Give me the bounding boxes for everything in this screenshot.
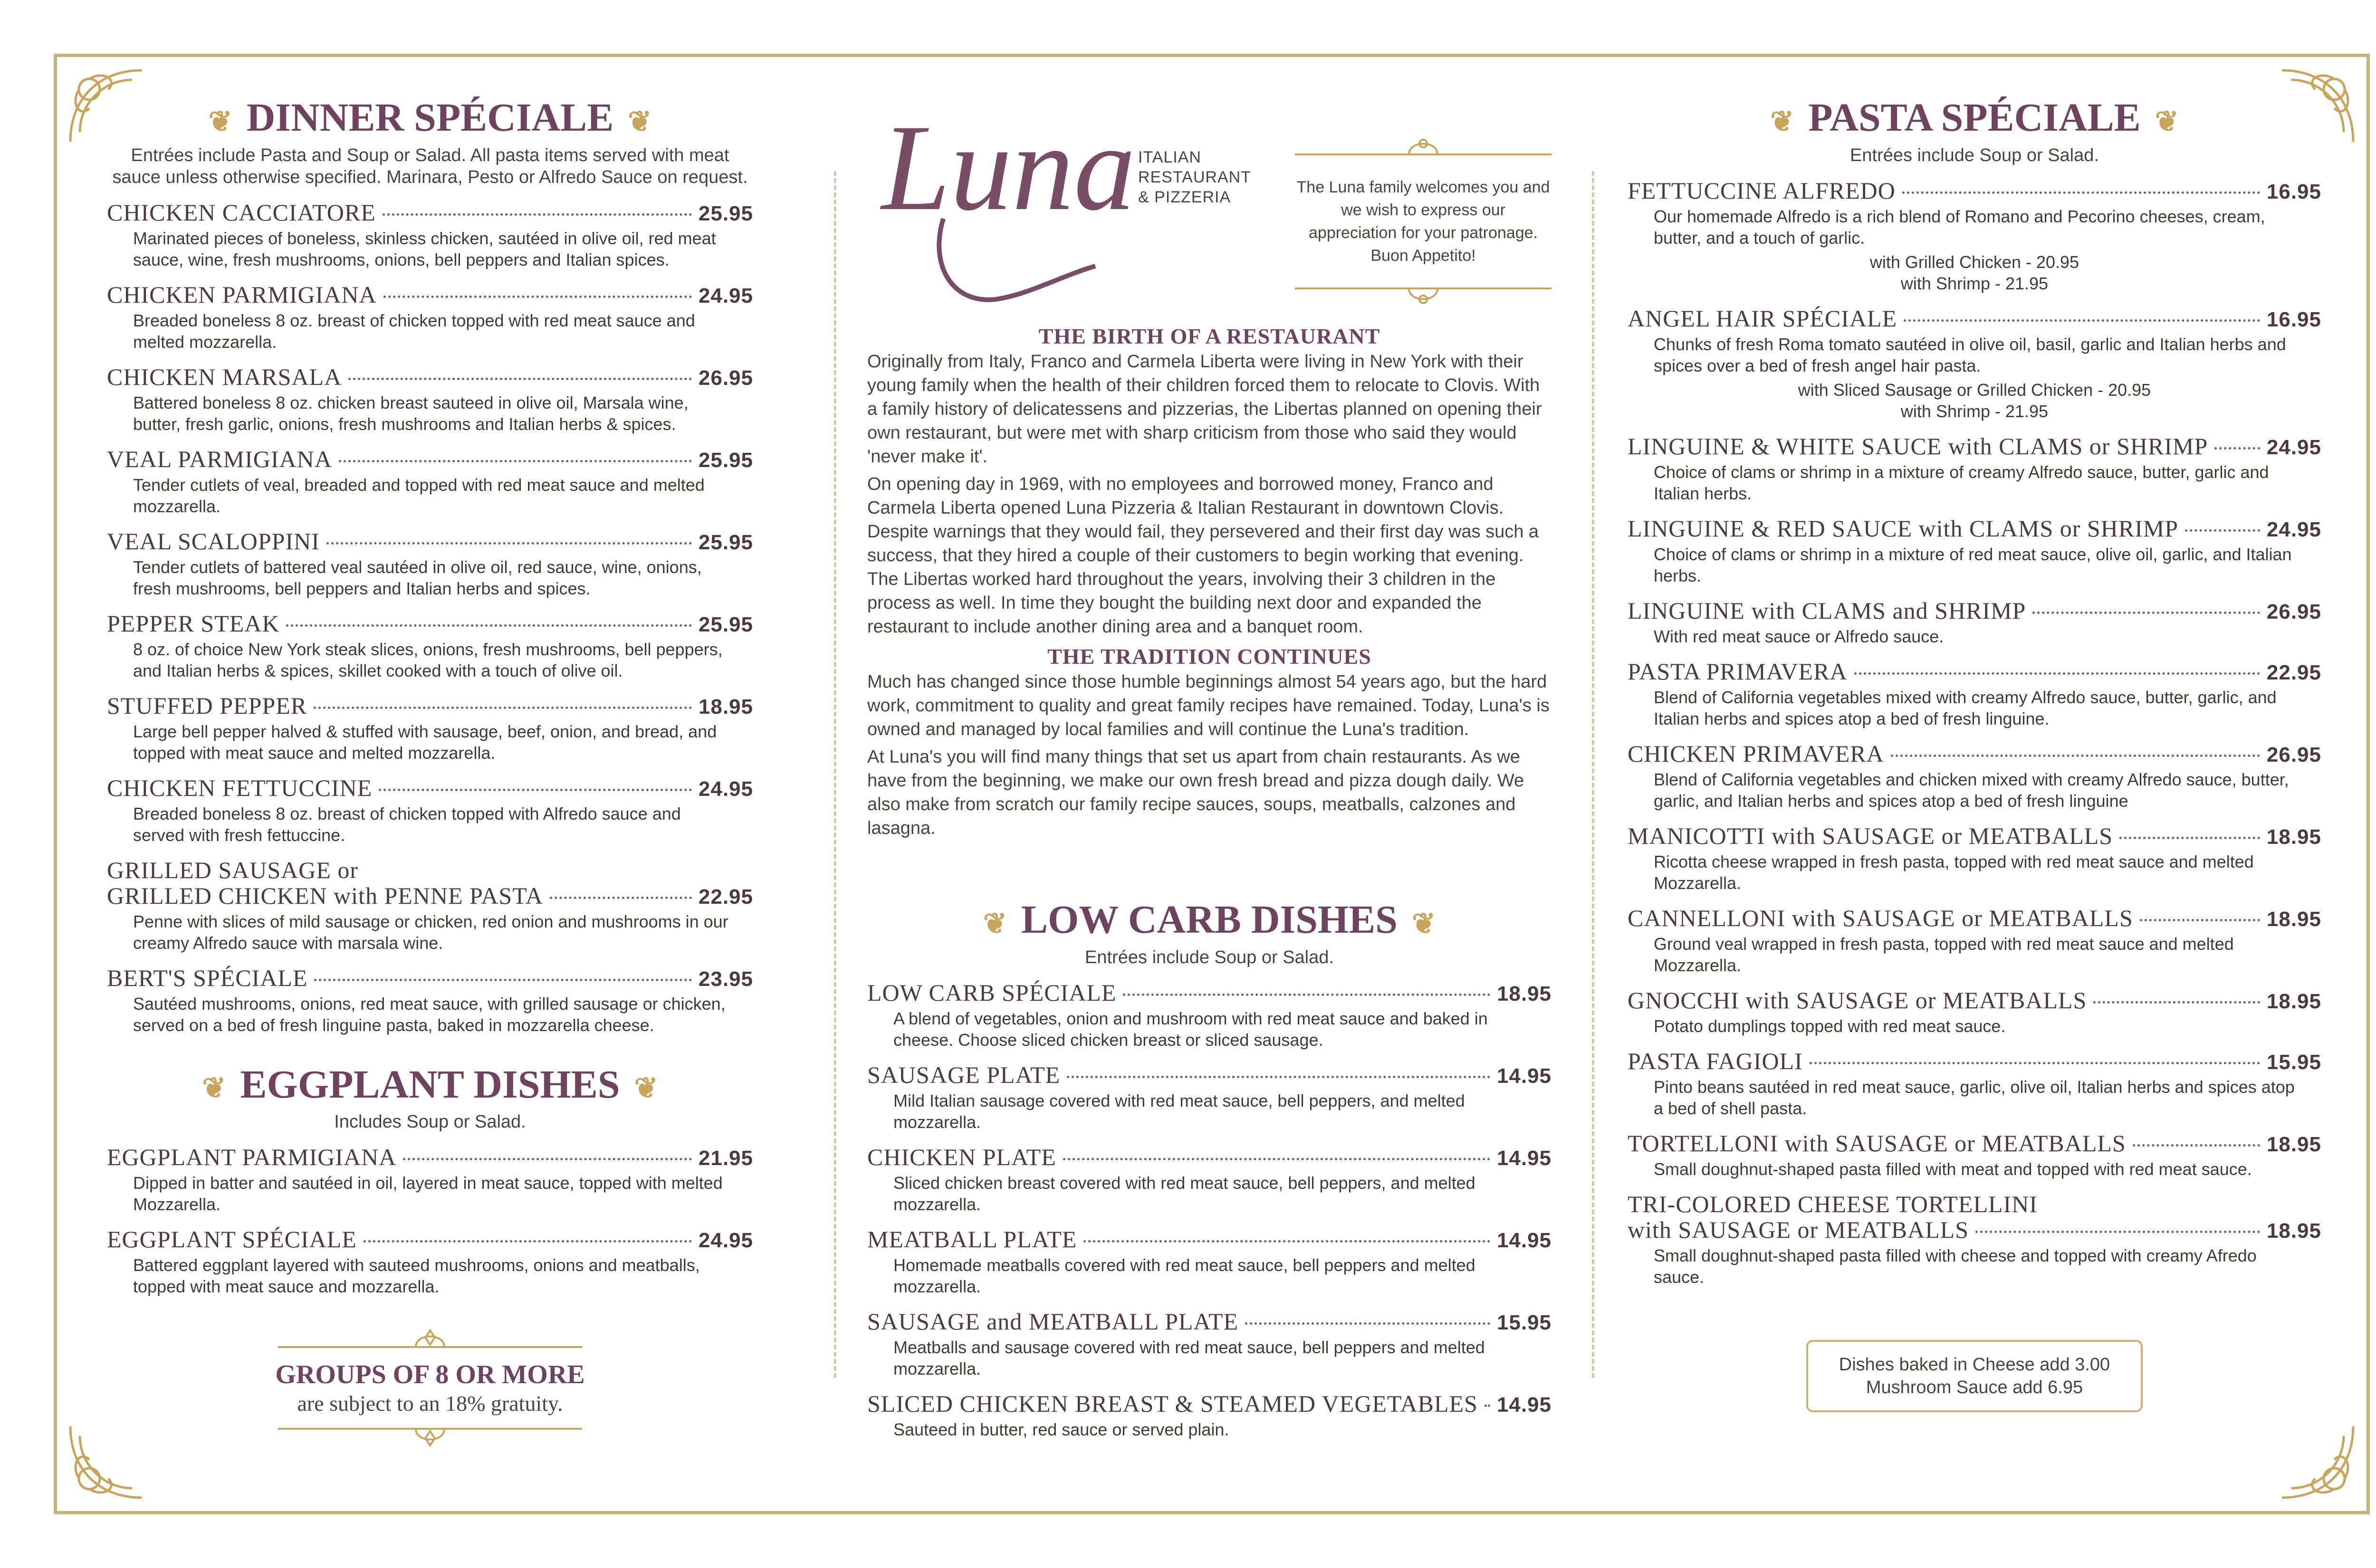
item-description: Blend of California vegetables mixed with creamy Alfredo sauce, butter, garlic, and Italian herbs and spices atop a bed of fresh linguine. <box>1654 687 2277 728</box>
item-option: with Sliced Sausage or Grilled Chicken - 20.95 <box>1798 380 2151 400</box>
menu-item <box>1628 515 2321 586</box>
menu-item <box>1628 822 2321 894</box>
item-price: 18.95 <box>698 695 753 718</box>
menu-item <box>1628 432 2321 504</box>
item-price: 14.95 <box>1496 1146 1552 1170</box>
item-price: 18.95 <box>2266 1132 2321 1156</box>
item-description: Large bell pepper halved & stuffed with sausage, beef, onion, and bread, and topped with meat sauce and melted mozzarella. <box>133 721 717 763</box>
column-divider <box>1592 171 1594 1378</box>
flourish-icon: ❦ <box>202 1072 226 1104</box>
groups-notice <box>107 1326 753 1450</box>
item-price: 18.95 <box>2266 825 2321 849</box>
item-name: MANICOTTI with SAUSAGE or MEATBALLS <box>1628 822 2113 849</box>
item-price: 15.95 <box>1496 1310 1552 1334</box>
item-price: 25.95 <box>698 448 753 472</box>
leader-dots <box>339 460 692 462</box>
ornament-divider <box>1295 133 1552 162</box>
menu-item <box>867 1308 1552 1379</box>
menu-item <box>1628 986 2321 1037</box>
menu-item <box>107 692 753 764</box>
item-price: 22.95 <box>2266 660 2321 684</box>
item-name: STUFFED PEPPER <box>107 692 307 719</box>
story-heading: THE TRADITION CONTINUES <box>1047 644 1371 669</box>
item-price: 24.95 <box>2266 435 2321 459</box>
item-price: 18.95 <box>2266 989 2321 1013</box>
dinner-title-text: DINNER SPÉCIALE <box>246 96 614 140</box>
item-price: 14.95 <box>1496 1228 1552 1252</box>
item-description: Sautéed mushrooms, onions, red meat sauce, with grilled sausage or chicken, served on a bed of fresh linguine pasta, baked in mozzarella cheese. <box>133 994 726 1035</box>
leader-dots <box>2119 837 2260 839</box>
menu-item <box>107 774 753 846</box>
leader-dots <box>550 897 692 899</box>
menu-item <box>107 1225 753 1297</box>
item-price: 25.95 <box>698 612 753 636</box>
story-paragraph: Much has changed since those humble beginnings almost 54 years ago, but the hard work, commitment to quality and great family recipes have remained. Today, Luna's is owned and managed by local families and will continue the Luna's tradition. <box>867 672 1550 739</box>
leader-dots <box>2185 529 2260 532</box>
item-name: LOW CARB SPÉCIALE <box>867 979 1117 1006</box>
leader-dots <box>1123 994 1490 996</box>
item-price: 21.95 <box>698 1147 753 1170</box>
logo-sub-line: & PIZZERIA <box>1138 188 1231 206</box>
flourish-icon: ❦ <box>628 105 652 137</box>
item-description: Choice of clams or shrimp in a mixture of creamy Alfredo sauce, butter, garlic and Italian herbs. <box>1654 462 2269 503</box>
addon-line: Mushroom Sauce add 6.95 <box>1866 1377 2083 1397</box>
flourish-icon: ❦ <box>983 908 1007 939</box>
leader-dots <box>348 378 692 380</box>
item-name: CANNELLONI with SAUSAGE or MEATBALLS <box>1628 904 2133 931</box>
item-name: SLICED CHICKEN BREAST & STEAMED VEGETABLES <box>867 1390 1478 1417</box>
item-price: 24.95 <box>698 777 753 801</box>
menu-item <box>1628 1190 2321 1288</box>
leader-dots <box>1083 1240 1490 1243</box>
leader-dots <box>1975 1231 2260 1233</box>
leader-dots <box>314 979 691 981</box>
menu-item <box>1628 597 2321 647</box>
leader-dots <box>379 789 692 791</box>
menu-item <box>867 1390 1552 1440</box>
item-name: PASTA FAGIOLI <box>1628 1047 1803 1074</box>
welcome-box <box>1295 133 1552 310</box>
story-paragraph: At Luna's you will find many things that set us apart from chain restaurants. As we have from the beginning, we make our own fresh bread and pizza dough daily. We also make from scratch our family recipe sauces, soups, meatballs, calzones and lasagna. <box>867 747 1524 838</box>
item-description: A blend of vegetables, onion and mushroom with red meat sauce and baked in cheese. Choose sliced chicken breast or sliced sausage. <box>893 1008 1488 1050</box>
item-description: Small doughnut-shaped pasta filled with cheese and topped with creamy Afredo sauce. <box>1654 1245 2257 1287</box>
leader-dots <box>1891 755 2260 757</box>
item-description: Potato dumplings topped with red meat sauce. <box>1654 1016 2006 1036</box>
item-name-line1: GRILLED SAUSAGE or <box>107 856 359 883</box>
item-description: Small doughnut-shaped pasta filled with meat and topped with red meat sauce. <box>1654 1159 2252 1179</box>
item-description: Ground veal wrapped in fresh pasta, topped with red meat sauce and melted Mozzarella. <box>1654 934 2234 975</box>
eggplant-items <box>107 1143 753 1297</box>
item-price: 15.95 <box>2266 1050 2321 1074</box>
item-price: 14.95 <box>1496 1064 1552 1088</box>
leader-dots <box>1854 672 2260 675</box>
menu-item <box>107 445 753 517</box>
item-description: Penne with slices of mild sausage or chicken, red onion and mushrooms in our creamy Alfredo sauce with marsala wine. <box>133 911 728 953</box>
groups-title: GROUPS OF 8 OR MORE <box>275 1360 585 1390</box>
item-name: EGGPLANT SPÉCIALE <box>107 1226 357 1253</box>
item-name: CHICKEN PARMIGIANA <box>107 281 377 308</box>
item-name: LINGUINE with CLAMS and SHRIMP <box>1628 597 2026 624</box>
left-column <box>107 95 753 1450</box>
leader-dots <box>2093 1001 2260 1004</box>
menu-item <box>1628 1047 2321 1119</box>
item-option: with Grilled Chicken - 20.95 <box>1869 252 2079 272</box>
dinner-items <box>107 199 753 846</box>
item-name: PEPPER STEAK <box>107 610 280 637</box>
addon-line: Dishes baked in Cheese add 3.00 <box>1839 1354 2110 1375</box>
leader-dots <box>1485 1405 1490 1407</box>
leader-dots <box>2140 919 2260 921</box>
menu-item <box>107 199 753 270</box>
item-description: Tender cutlets of battered veal sautéed in olive oil, red sauce, wine, onions, fresh mushrooms, bell peppers and Italian herbs and spices. <box>133 557 702 598</box>
item-name: VEAL SCALOPPINI <box>107 527 320 555</box>
leader-dots <box>2032 612 2260 614</box>
item-price: 26.95 <box>2266 743 2321 766</box>
item-description: Chunks of fresh Roma tomato sautéed in olive oil, basil, garlic and Italian herbs and spices over a bed of fresh angel hair pasta. <box>1654 334 2286 375</box>
item-option: with Shrimp - 21.95 <box>1900 273 2049 293</box>
item-name: CHICKEN MARSALA <box>107 363 342 390</box>
item-description: Meatballs and sausage covered with red meat sauce, bell peppers and melted mozzarella. <box>893 1337 1485 1378</box>
item-name: LINGUINE & RED SAUCE with CLAMS or SHRIMP <box>1628 515 2179 542</box>
item-name: TORTELLONI with SAUSAGE or MEATBALLS <box>1628 1129 2126 1157</box>
item-description: Sliced chicken breast covered with red meat sauce, bell peppers, and melted mozzarella. <box>893 1173 1475 1214</box>
item-price: 25.95 <box>698 530 753 554</box>
menu-item <box>107 610 753 681</box>
logo-wordmark: Luna <box>881 99 1136 236</box>
menu-item <box>1628 740 2321 812</box>
item-description: Marinated pieces of boneless, skinless chicken, sautéed in olive oil, red meat sauce, wine, fresh mushrooms, onions, bell peppers and Italian spices. <box>133 228 716 269</box>
item-price: 18.95 <box>2266 907 2321 931</box>
leader-dots <box>314 707 692 709</box>
ornament-divider <box>1295 281 1552 310</box>
item-name: CHICKEN PLATE <box>867 1143 1056 1170</box>
menu-item <box>867 1143 1552 1215</box>
item-price: 14.95 <box>1496 1393 1552 1416</box>
dinner-subtitle: Entrées include Pasta and Soup or Salad. All pasta items served with meat sauce unless otherwise specified. Marinara, Pesto or Alfredo Sauce on request. <box>112 145 748 187</box>
item-description: 8 oz. of choice New York steak slices, onions, fresh mushrooms, bell peppers, and Italian herbs & spices, skillet cooked with a touch of olive oil. <box>133 639 723 680</box>
item-price: 26.95 <box>2266 600 2321 623</box>
groups-subtitle: are subject to an 18% gratuity. <box>297 1391 563 1416</box>
item-price: 25.95 <box>698 201 753 225</box>
item-name: EGGPLANT PARMIGIANA <box>107 1144 397 1171</box>
leader-dots <box>2214 447 2260 449</box>
item-description: Breaded boneless 8 oz. breast of chicken topped with Alfredo sauce and served with fresh fettuccine. <box>133 803 681 845</box>
item-name: ANGEL HAIR SPÉCIALE <box>1628 305 1897 332</box>
pasta-items <box>1628 432 2321 1180</box>
pasta-subtitle: Entrées include Soup or Salad. <box>1850 145 2099 165</box>
dinner-title <box>107 95 753 144</box>
item-description: Choice of clams or shrimp in a mixture of red meat sauce, olive oil, garlic, and Italian herbs. <box>1654 544 2292 585</box>
right-column <box>1628 95 2321 1412</box>
item-description: Battered boneless 8 oz. chicken breast sauteed in olive oil, Marsala wine, butter, fresh garlic, onions, fresh mushrooms and Italian herbs & spices. <box>133 392 689 434</box>
menu-item <box>107 856 753 954</box>
luna-logo <box>872 95 1138 323</box>
item-description: Mild Italian sausage covered with red meat sauce, bell peppers, and melted mozzarella. <box>893 1090 1465 1132</box>
menu-item <box>1628 904 2321 976</box>
item-name: GNOCCHI with SAUSAGE or MEATBALLS <box>1628 986 2087 1013</box>
item-price: 24.95 <box>698 1229 753 1252</box>
leader-dots <box>286 624 691 627</box>
logo-sub-line: ITALIAN <box>1138 148 1201 166</box>
story-paragraph: On opening day in 1969, with no employees and borrowed money, Franco and Carmela Liberta opened Luna Pizzeria & Italian Restaurant in downtown Clovis. Despite warnings that they would fail, they persevered and their first day was such a success, that they hired a couple of their customers to begin working that evening. The Libertas worked hard throughout the years, involving their 3 children in the process as well. In time they bought the building next door and expanded the restaurant to include another dining area and a banquet room. <box>867 474 1539 637</box>
item-price: 26.95 <box>698 366 753 390</box>
item-description: Ricotta cheese wrapped in fresh pasta, topped with red meat sauce and melted Mozzarella. <box>1654 851 2254 893</box>
menu-item <box>107 1143 753 1215</box>
item-name: MEATBALL PLATE <box>867 1225 1077 1252</box>
item-name: SAUSAGE PLATE <box>867 1061 1061 1088</box>
item-option: with Shrimp - 21.95 <box>1900 401 2049 421</box>
eggplant-title-text: EGGPLANT DISHES <box>240 1062 620 1107</box>
flourish-icon: ❦ <box>1412 908 1436 939</box>
leader-dots <box>364 1240 692 1243</box>
item-price: 23.95 <box>698 967 753 991</box>
ornament-divider <box>278 1326 582 1354</box>
leader-dots <box>1904 319 2260 322</box>
item-price: 16.95 <box>2266 180 2321 203</box>
menu-item <box>1628 177 2321 294</box>
menu-item <box>107 964 753 1036</box>
lowcarb-subtitle: Entrées include Soup or Salad. <box>1085 947 1334 967</box>
item-name: with SAUSAGE or MEATBALLS <box>1628 1216 1969 1243</box>
item-name: GRILLED CHICKEN with PENNE PASTA <box>107 882 543 909</box>
item-name: PASTA PRIMAVERA <box>1628 658 1848 685</box>
logo-subtitle <box>1138 147 1251 207</box>
item-name-line1: TRI-COLORED CHEESE TORTELLINI <box>1628 1190 2038 1217</box>
flourish-icon: ❦ <box>208 105 232 137</box>
welcome-text: The Luna family welcomes you and we wish to express our appreciation for your patronage. Buon Appetito! <box>1296 178 1550 265</box>
story-paragraph: Originally from Italy, Franco and Carmela Liberta were living in New York with their young family when the health of their children forced them to relocate to Clovis. With a family history of delicatessens and pizzerias, the Libertas planned on opening their own restaurant, but were met with sharp criticism from those who said they would 'never make it'. <box>867 352 1542 467</box>
menu-item <box>107 527 753 599</box>
menu-item <box>107 281 753 353</box>
leader-dots <box>1810 1062 2260 1064</box>
item-description: With red meat sauce or Alfredo sauce. <box>1654 626 1944 646</box>
item-price: 18.95 <box>2266 1219 2321 1243</box>
pasta-title-text: PASTA SPÉCIALE <box>1808 96 2141 140</box>
flourish-icon: ❦ <box>634 1072 658 1104</box>
item-name: BERT'S SPÉCIALE <box>107 964 308 991</box>
item-price: 18.95 <box>1496 982 1552 1005</box>
item-name: CHICKEN PRIMAVERA <box>1628 740 1884 767</box>
item-description: Breaded boneless 8 oz. breast of chicken topped with red meat sauce and melted mozzarella. <box>133 310 695 352</box>
lowcarb-title <box>867 897 1552 947</box>
corner-ornament <box>2272 1417 2363 1507</box>
item-name: SAUSAGE and MEATBALL PLATE <box>867 1308 1239 1335</box>
item-description: Sauteed in butter, red sauce or served plain. <box>893 1419 1229 1439</box>
item-description: Pinto beans sautéed in red meat sauce, garlic, olive oil, Italian herbs and spices atop a bed of shell pasta. <box>1654 1077 2295 1118</box>
item-price: 22.95 <box>698 885 753 908</box>
item-name: FETTUCCINE ALFREDO <box>1628 177 1896 204</box>
leader-dots <box>2133 1144 2260 1147</box>
leader-dots <box>1067 1076 1490 1078</box>
ornament-divider <box>278 1422 582 1450</box>
leader-dots <box>1063 1158 1490 1160</box>
item-description: Dipped in batter and sautéed in oil, layered in meat sauce, topped with melted Mozzarella. <box>133 1173 723 1214</box>
logo-block <box>867 95 1552 333</box>
flourish-icon: ❦ <box>1770 105 1794 137</box>
leader-dots <box>1245 1322 1490 1325</box>
lowcarb-items <box>867 979 1552 1440</box>
item-description: Homemade meatballs covered with red meat sauce, bell peppers and melted mozzarella. <box>893 1255 1475 1296</box>
item-name: CHICKEN FETTUCCINE <box>107 774 373 801</box>
item-price: 24.95 <box>2266 517 2321 541</box>
logo-sub-line: RESTAURANT <box>1138 168 1251 186</box>
leader-dots <box>326 542 692 545</box>
leader-dots <box>1902 191 2260 194</box>
menu-item <box>867 1061 1552 1133</box>
leader-dots <box>403 1158 692 1160</box>
menu-item <box>1628 1129 2321 1180</box>
menu-item <box>867 1225 1552 1297</box>
item-name: CHICKEN CACCIATORE <box>107 199 376 226</box>
item-description: Blend of California vegetables and chicken mixed with creamy Alfredo sauce, butter, garlic, and Italian herbs and spices atop a bed of fresh linguine <box>1654 769 2289 811</box>
item-description: Our homemade Alfredo is a rich blend of Romano and Pecorino cheeses, cream, butter, and a touch of garlic. <box>1654 206 2265 248</box>
eggplant-title <box>107 1062 753 1111</box>
menu-item <box>1628 305 2321 422</box>
eggplant-subtitle: Includes Soup or Salad. <box>334 1112 526 1132</box>
flourish-icon: ❦ <box>2155 105 2179 137</box>
pasta-title <box>1628 95 2321 144</box>
lowcarb-title-text: LOW CARB DISHES <box>1021 898 1398 942</box>
menu-item <box>867 979 1552 1051</box>
column-divider <box>834 171 836 1378</box>
item-description: Tender cutlets of veal, breaded and topped with red meat sauce and melted mozzarella. <box>133 475 705 516</box>
menu-item <box>107 363 753 435</box>
middle-column <box>867 95 1552 1440</box>
menu-item <box>1628 658 2321 729</box>
item-description: Battered eggplant layered with sauteed mushrooms, onions and meatballs, topped with meat sauce and mozzarella. <box>133 1255 700 1297</box>
item-price: 24.95 <box>698 284 753 307</box>
item-name: LINGUINE & WHITE SAUCE with CLAMS or SHRIMP <box>1628 432 2208 459</box>
leader-dots <box>383 213 692 216</box>
story-heading: THE BIRTH OF A RESTAURANT <box>1038 324 1380 348</box>
item-price: 16.95 <box>2266 307 2321 331</box>
item-name: VEAL PARMIGIANA <box>107 445 332 472</box>
leader-dots <box>383 296 692 298</box>
addons-box <box>1806 1340 2143 1412</box>
